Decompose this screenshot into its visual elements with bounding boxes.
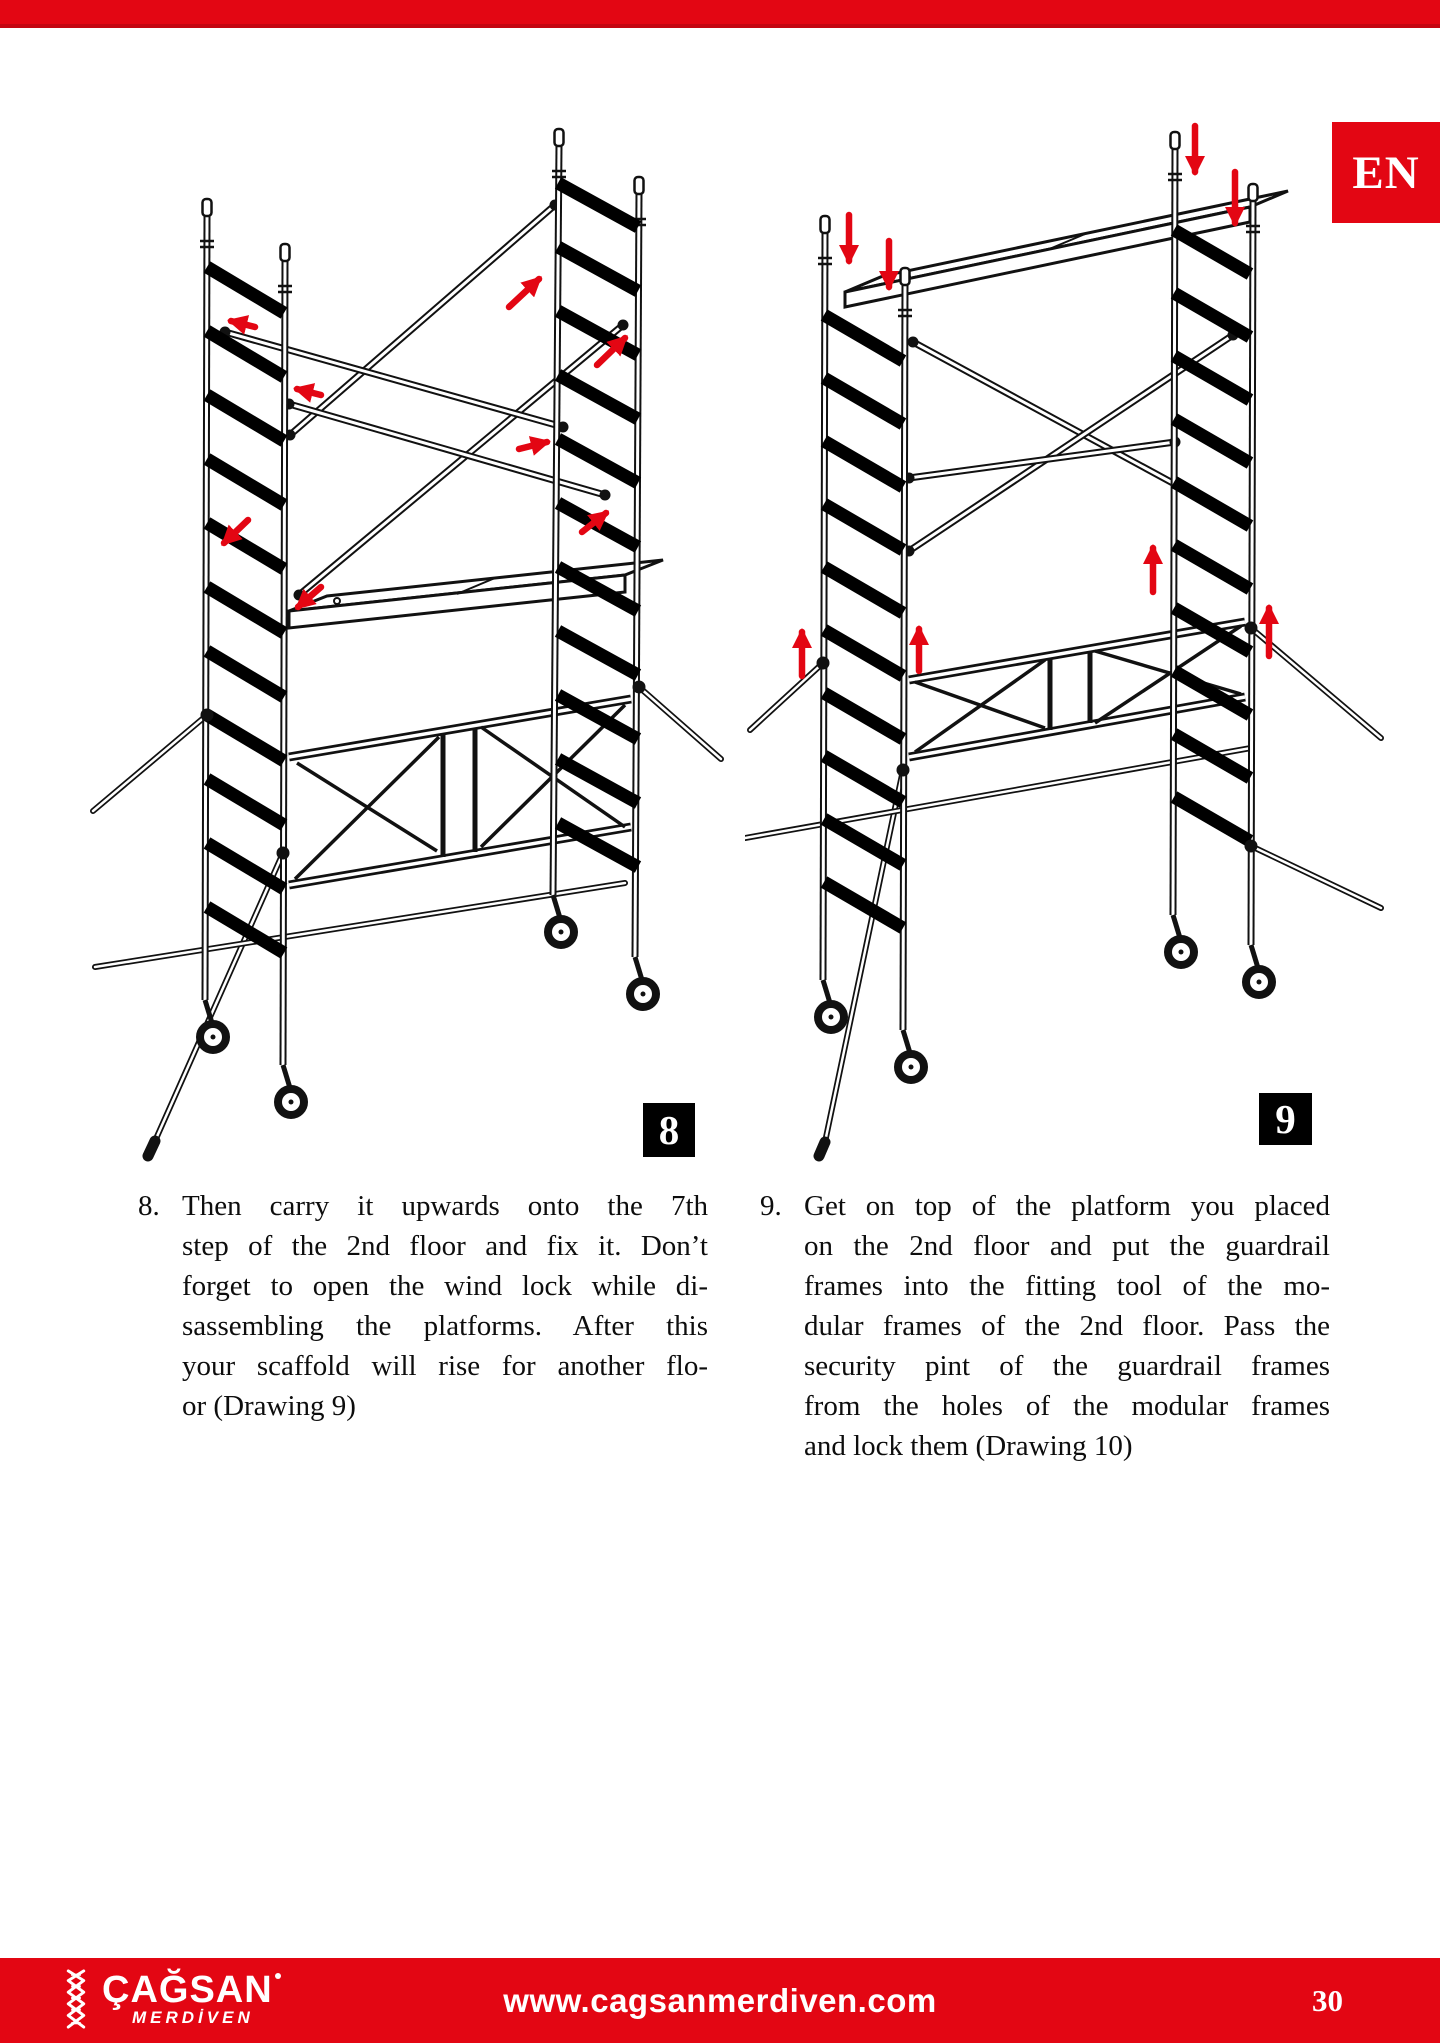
step-text-line: your scaffold will rise for another flo-: [182, 1350, 708, 1382]
step-text-line: security pint of the guardrail frames: [804, 1350, 1330, 1382]
instruction-step-9: [760, 1186, 1330, 1466]
step-text-line: frames into the fitting tool of the mo-: [804, 1270, 1330, 1302]
step-text-line: from the holes of the modular frames: [804, 1390, 1330, 1422]
footer-bar: [0, 1958, 1440, 2043]
figure-number-badge-8: [643, 1103, 695, 1157]
step-text: [182, 1186, 708, 1426]
figure-number: 9: [1275, 1096, 1296, 1142]
casters: [818, 915, 1272, 1080]
top-red-bar: [0, 0, 1440, 28]
step-text-line: or (Drawing 9): [182, 1390, 356, 1422]
ladder-rungs: [824, 230, 1250, 928]
step-text: [804, 1186, 1330, 1466]
figure-number-badge-9: [1259, 1093, 1312, 1145]
step-text-line: Then carry it upwards onto the 7th: [182, 1190, 708, 1222]
scaffold-drawing-9: [745, 80, 1385, 1170]
step-text-line: Get on top of the platform you placed: [804, 1190, 1330, 1222]
platform: [845, 191, 1288, 307]
step-text-line: on the 2nd floor and put the guardrail: [804, 1230, 1330, 1262]
casters: [200, 895, 656, 1115]
step-text-line: forget to open the wind lock while di-: [182, 1270, 708, 1302]
ladder-rungs: [207, 183, 638, 953]
footer-website: www.cagsanmerdiven.com: [503, 1981, 937, 2019]
stabilizer-legs: [93, 687, 721, 1156]
step-text-line: sassembling the platforms. After this: [182, 1310, 708, 1342]
brand-dot-mark: [275, 1973, 281, 1979]
dna-ladder-helix-icon: [58, 1968, 94, 2030]
instruction-step-8: [138, 1186, 708, 1426]
brand-text-block: [102, 1968, 281, 2028]
page-number: 30: [1312, 1982, 1343, 2018]
language-badge-label: EN: [1352, 146, 1420, 199]
figure-number: 8: [658, 1107, 680, 1153]
step-text-line: dular frames of the 2nd floor. Pass the: [804, 1310, 1330, 1342]
step-number: 9.: [760, 1190, 782, 1222]
brand-name: ÇAĞSAN: [102, 1968, 273, 2011]
truss-panel: [289, 699, 631, 885]
step-number: 8.: [138, 1190, 160, 1222]
brand-subtitle: MERDİVEN: [132, 2007, 254, 2027]
brand-logo: [58, 1968, 281, 2030]
step-text-line: step of the 2nd floor and fix it. Don’t: [182, 1230, 708, 1262]
step-text-line: and lock them (Drawing 10): [804, 1430, 1133, 1462]
scaffold-drawing-8: [85, 95, 725, 1170]
